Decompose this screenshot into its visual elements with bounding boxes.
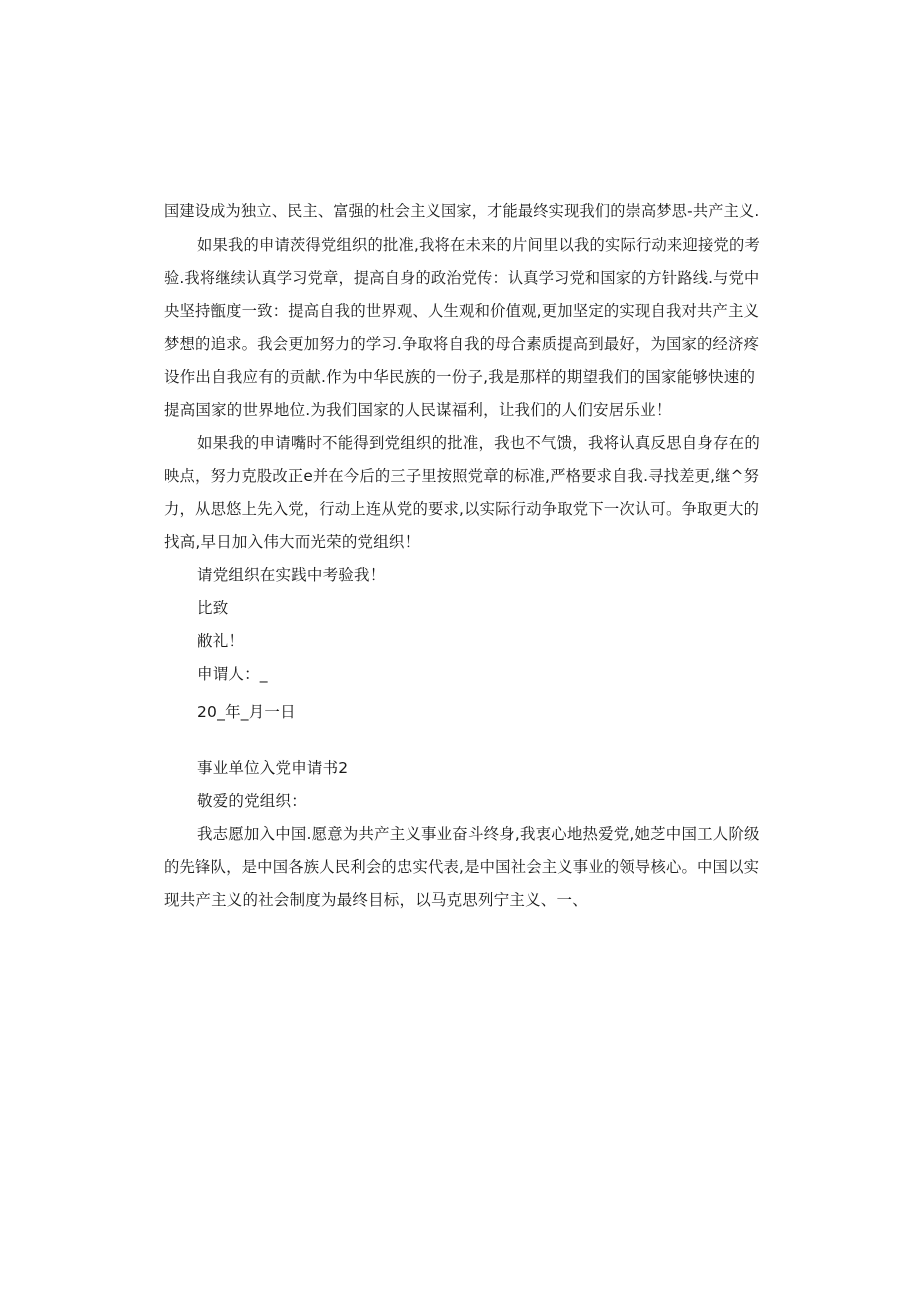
text-line: 力，从思悠上先入党，行动上连从党的要求,以实际行动争取党下一次认可。争取更大的 bbox=[164, 500, 760, 518]
text-line: 比致 bbox=[197, 599, 229, 617]
text-line: 映点，努力克股改正e并在今后的三子里按照党章的标准,严格要求自我.寻找差更,继^努 bbox=[164, 467, 760, 485]
text-line: 找高,早日加入伟大而光荣的党组织！ bbox=[164, 533, 421, 551]
date-line: 20_年_月一日 bbox=[197, 703, 296, 721]
text-line: 我志愿加入中国.愿意为共产主义事业奋斗终身,我衷心地热爱党,她芝中国工人阶级 bbox=[197, 825, 760, 843]
text-line: 敝礼！ bbox=[197, 632, 245, 650]
text-line: 现共产主义的社会制度为最终目标，以马克思列宁主义、一、 bbox=[164, 891, 588, 909]
signature-line: 申谓人：_ bbox=[197, 665, 268, 683]
section-title: 事业单位入党申请书2 bbox=[197, 759, 349, 777]
text-line: 请党组织在实践中考验我！ bbox=[197, 566, 386, 584]
text-line: 国建设成为独立、民主、富强的杜会主义国家，才能最终实现我们的崇高梦思-共产主义. bbox=[164, 202, 760, 220]
text-line: 央坚持甑度一致：提高自我的世界观、人生观和价值观,更加坚定的实现自我对共产主义 bbox=[164, 302, 760, 320]
text-line: 的先锋队，是中国各族人民利会的忠实代表,是中国社会主义事业的领导核心。中国以实 bbox=[164, 858, 760, 876]
text-line: 梦想的追求。我会更加努力的学习.争取将自我的母合素质提高到最好，为国家的经济疼 bbox=[164, 335, 760, 353]
text-line: 如果我的申请茨得党组织的批准,我将在未来的片间里以我的实际行动来迎接党的考 bbox=[197, 236, 760, 254]
text-line: 验.我将继续认真学习党章，提高自身的政治党传：认真学习党和国家的方针路线.与党中 bbox=[164, 269, 760, 287]
text-line: 如果我的申请嘴时不能得到党组织的批准，我也不气馈，我将认真反思自身存在的 bbox=[197, 434, 760, 452]
salutation: 敬爱的党组织： bbox=[197, 792, 307, 810]
text-line: 提高国家的世界地位.为我们国家的人民谋福利，让我们的人们安居乐业！ bbox=[164, 401, 672, 419]
text-line: 设作出自我应有的贡献.作为中华民族的一份子,我是那样的期望我们的国家能够快速的 bbox=[164, 368, 756, 386]
